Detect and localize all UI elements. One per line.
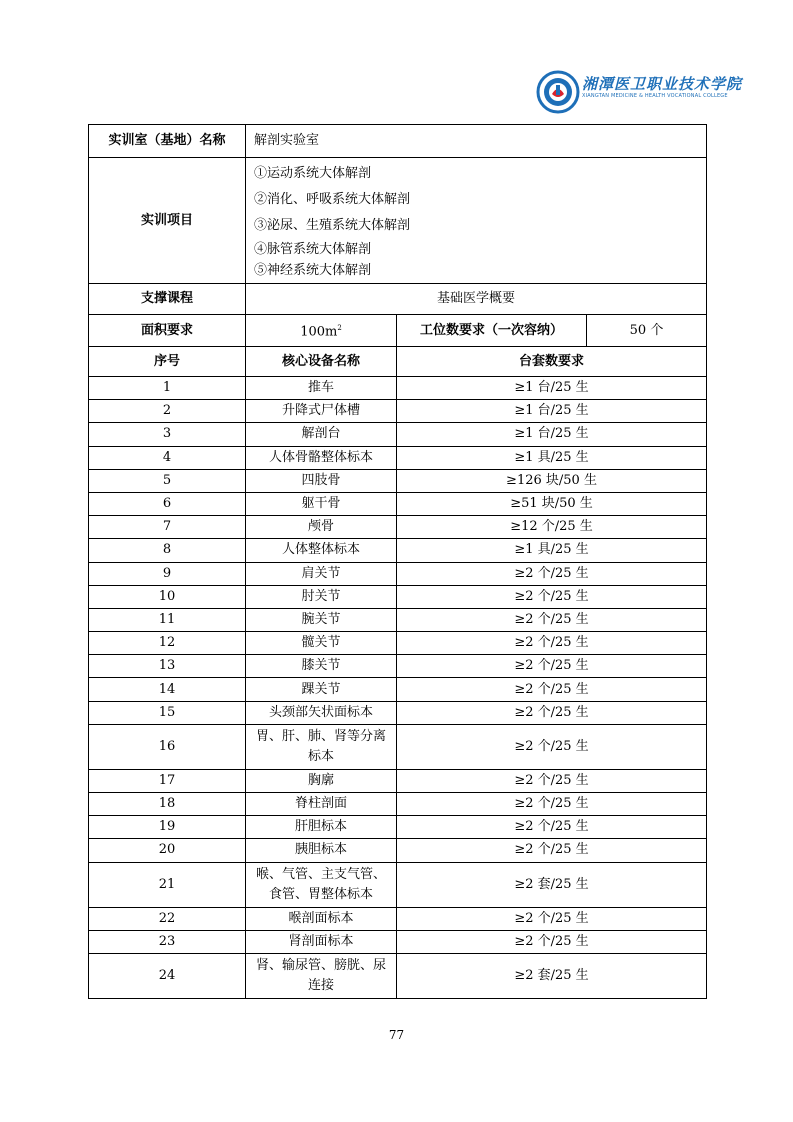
cell-no: 11 — [89, 608, 246, 631]
cell-no: 14 — [89, 678, 246, 701]
logo-text-cn: 湘潭医卫职业技术学院 — [582, 75, 743, 93]
cell-qty: ≥2 个/25 生 — [397, 769, 707, 792]
cell-qty: ≥51 块/50 生 — [397, 492, 707, 515]
cell-name: 腕关节 — [246, 608, 397, 631]
projects-list — [246, 158, 707, 284]
project-item: ①运动系统大体解剖 — [254, 165, 372, 181]
table-row — [89, 839, 707, 862]
cell-qty: ≥2 个/25 生 — [397, 701, 707, 724]
project-item: ④脉管系统大体解剖 — [254, 241, 372, 257]
cell-name: 肝胆标本 — [246, 816, 397, 839]
page-number: 77 — [388, 1028, 405, 1042]
header-no: 序号 — [89, 347, 246, 377]
projects-row — [89, 158, 707, 284]
table-row — [89, 492, 707, 515]
equipment-table — [88, 124, 707, 999]
cell-no: 23 — [89, 930, 246, 953]
table-row — [89, 678, 707, 701]
cell-name: 胸廓 — [246, 769, 397, 792]
cell-no: 4 — [89, 446, 246, 469]
cell-name: 肾剖面标本 — [246, 930, 397, 953]
cell-qty: ≥2 个/25 生 — [397, 793, 707, 816]
room-label: 实训室（基地）名称 — [89, 125, 246, 158]
cell-no: 8 — [89, 539, 246, 562]
cell-name: 升降式尸体槽 — [246, 400, 397, 423]
cell-qty: ≥2 个/25 生 — [397, 816, 707, 839]
cell-name: 肾、输尿管、膀胱、尿连接 — [246, 953, 397, 998]
table-row — [89, 769, 707, 792]
cell-no: 16 — [89, 724, 246, 769]
cell-name: 胃、肝、肺、肾等分离标本 — [246, 724, 397, 769]
table-row — [89, 423, 707, 446]
area-row — [89, 315, 707, 347]
cell-no: 21 — [89, 862, 246, 907]
table-row — [89, 907, 707, 930]
cell-name: 解剖台 — [246, 423, 397, 446]
table-row — [89, 930, 707, 953]
area-label: 面积要求 — [89, 315, 246, 347]
table-row — [89, 724, 707, 769]
cell-name: 四肢骨 — [246, 469, 397, 492]
area-value — [246, 315, 397, 347]
cell-no: 19 — [89, 816, 246, 839]
course-row — [89, 284, 707, 315]
cell-no: 18 — [89, 793, 246, 816]
course-value: 基础医学概要 — [246, 284, 707, 315]
cell-name: 喉、气管、主支气管、食管、胃整体标本 — [246, 862, 397, 907]
projects-label: 实训项目 — [89, 158, 246, 284]
cell-name: 颅骨 — [246, 516, 397, 539]
table-row — [89, 701, 707, 724]
table-row — [89, 400, 707, 423]
cell-no: 9 — [89, 562, 246, 585]
header-name: 核心设备名称 — [246, 347, 397, 377]
room-value: 解剖实验室 — [246, 125, 707, 158]
table-row — [89, 632, 707, 655]
table-row — [89, 655, 707, 678]
college-emblem-icon — [536, 70, 580, 114]
cell-name: 喉剖面标本 — [246, 907, 397, 930]
cell-qty: ≥2 个/25 生 — [397, 724, 707, 769]
cell-qty: ≥1 具/25 生 — [397, 539, 707, 562]
cell-name: 人体骨骼整体标本 — [246, 446, 397, 469]
course-label: 支撑课程 — [89, 284, 246, 315]
cell-no: 22 — [89, 907, 246, 930]
cell-no: 1 — [89, 377, 246, 400]
area-number: 100m — [300, 324, 338, 340]
cell-name: 人体整体标本 — [246, 539, 397, 562]
cell-qty: ≥2 个/25 生 — [397, 678, 707, 701]
cell-no: 17 — [89, 769, 246, 792]
cell-qty: ≥2 个/25 生 — [397, 585, 707, 608]
cell-no: 13 — [89, 655, 246, 678]
project-item: ②消化、呼吸系统大体解剖 — [254, 191, 411, 207]
project-item: ③泌尿、生殖系统大体解剖 — [254, 217, 411, 233]
cell-qty: ≥2 个/25 生 — [397, 562, 707, 585]
table-row — [89, 608, 707, 631]
cell-qty: ≥2 个/25 生 — [397, 930, 707, 953]
area-superscript: 2 — [337, 324, 342, 333]
cell-qty: ≥1 台/25 生 — [397, 400, 707, 423]
table-row — [89, 446, 707, 469]
cell-qty: ≥12 个/25 生 — [397, 516, 707, 539]
table-row — [89, 377, 707, 400]
cell-no: 10 — [89, 585, 246, 608]
cell-qty: ≥2 个/25 生 — [397, 839, 707, 862]
seats-value: 50 个 — [587, 315, 707, 347]
cell-name: 胰胆标本 — [246, 839, 397, 862]
cell-qty: ≥2 套/25 生 — [397, 862, 707, 907]
project-item: ⑤神经系统大体解剖 — [254, 262, 372, 278]
cell-name: 踝关节 — [246, 678, 397, 701]
cell-name: 髋关节 — [246, 632, 397, 655]
table-row — [89, 562, 707, 585]
cell-name: 肩关节 — [246, 562, 397, 585]
table-row — [89, 516, 707, 539]
cell-qty: ≥2 套/25 生 — [397, 953, 707, 998]
cell-name: 推车 — [246, 377, 397, 400]
cell-name: 脊柱剖面 — [246, 793, 397, 816]
seats-label: 工位数要求（一次容纳） — [397, 315, 587, 347]
logo-text-en: XIANGTAN MEDICINE & HEALTH VOCATIONAL COLLEGE — [582, 93, 728, 99]
cell-no: 2 — [89, 400, 246, 423]
cell-no: 3 — [89, 423, 246, 446]
cell-qty: ≥2 个/25 生 — [397, 655, 707, 678]
table-row — [89, 585, 707, 608]
cell-no: 24 — [89, 953, 246, 998]
cell-no: 7 — [89, 516, 246, 539]
table-row — [89, 539, 707, 562]
cell-no: 15 — [89, 701, 246, 724]
cell-name: 躯干骨 — [246, 492, 397, 515]
cell-name: 头颈部矢状面标本 — [246, 701, 397, 724]
table-row — [89, 862, 707, 907]
cell-qty: ≥2 个/25 生 — [397, 608, 707, 631]
cell-no: 20 — [89, 839, 246, 862]
header-qty: 台套数要求 — [397, 347, 707, 377]
cell-qty: ≥2 个/25 生 — [397, 632, 707, 655]
table-row — [89, 793, 707, 816]
room-row — [89, 125, 707, 158]
cell-qty: ≥2 个/25 生 — [397, 907, 707, 930]
cell-name: 膝关节 — [246, 655, 397, 678]
cell-no: 6 — [89, 492, 246, 515]
table-row — [89, 816, 707, 839]
cell-qty: ≥126 块/50 生 — [397, 469, 707, 492]
cell-name: 肘关节 — [246, 585, 397, 608]
table-row — [89, 469, 707, 492]
cell-qty: ≥1 台/25 生 — [397, 377, 707, 400]
cell-qty: ≥1 台/25 生 — [397, 423, 707, 446]
college-logo — [536, 70, 743, 114]
table-header-row — [89, 347, 707, 377]
table-row — [89, 953, 707, 998]
cell-no: 5 — [89, 469, 246, 492]
cell-qty: ≥1 具/25 生 — [397, 446, 707, 469]
cell-no: 12 — [89, 632, 246, 655]
